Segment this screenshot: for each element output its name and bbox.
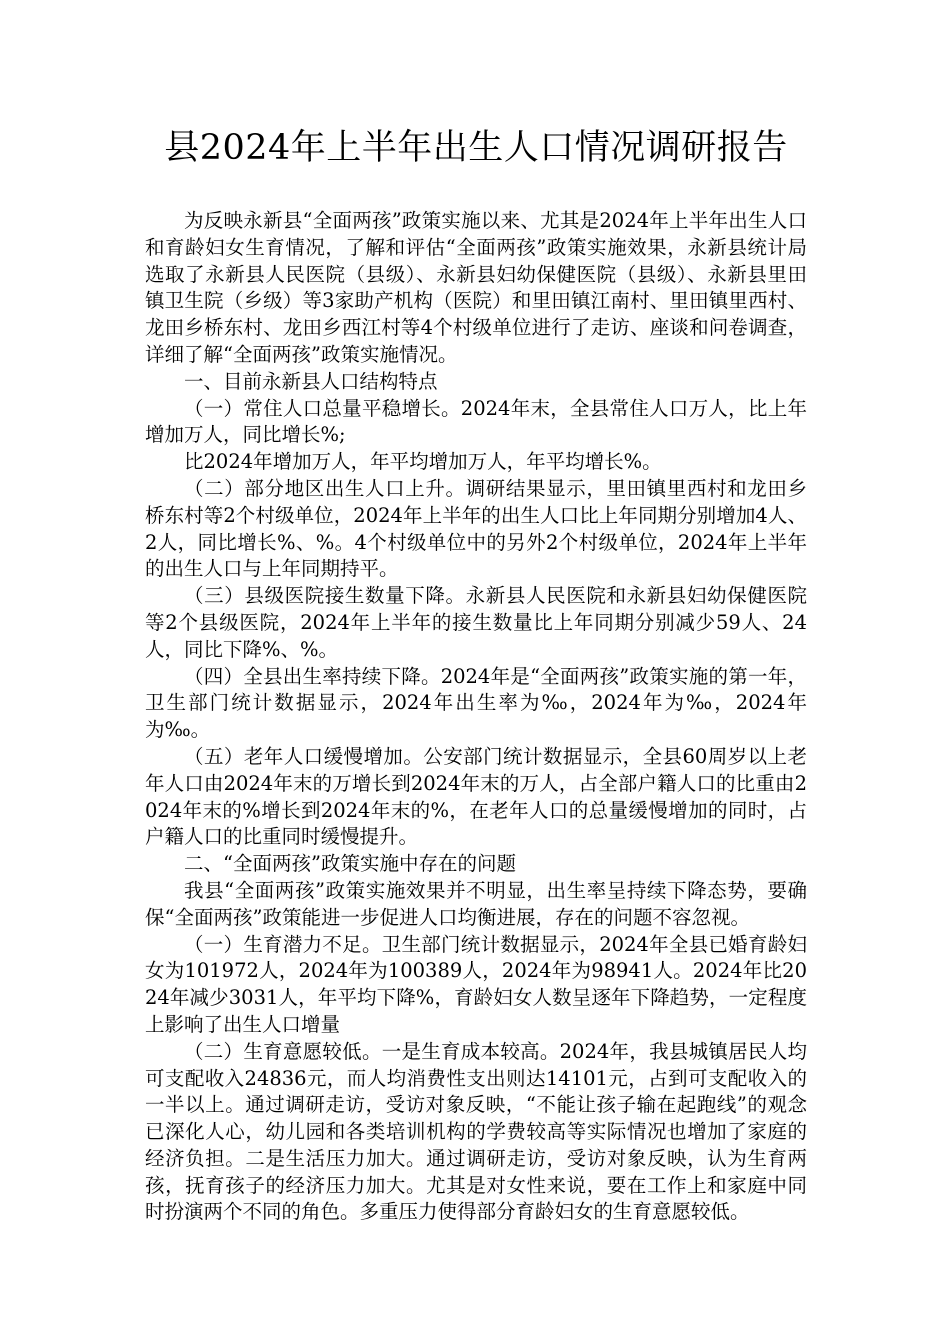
document-body: [145, 208, 807, 1226]
section-heading-population-structure: 一、目前永新县人口结构特点: [184, 369, 438, 393]
paragraph-elderly-population: （五）老年人口缓慢增加。公安部门统计数据显示，全县60周岁以上老年人口由2024年末的万增长到2024年末的万人，占全部户籍人口的比重由2024年末的%增长到2024年末的%，在老年人口的总量缓慢增加的同时，占户籍人口的比重同时缓慢提升。: [145, 744, 807, 849]
section-heading-problems: 二、“全面两孩”政策实施中存在的问题: [184, 852, 516, 876]
paragraph-birth-rate: （四）全县出生率持续下降。2024年是“全面两孩”政策实施的第一年，卫生部门统计数据显示，2024年出生率为‰，2024年为‰，2024年为‰。: [145, 664, 807, 742]
paragraph-intro: 为反映永新县“全面两孩”政策实施以来、尤其是2024年上半年出生人口和育龄妇女生育情况，了解和评估“全面两孩”政策实施效果，永新县统计局选取了永新县人民医院（县级）、永新县妇幼保健医院（县级）、永新县里田镇卫生院（乡级）等3家助产机构（医院）和里田镇江南村、里田镇里西村、龙田乡桥东村、龙田乡西江村等4个村级单位进行了走访、座谈和问卷调查，详细了解“全面两孩”政策实施情况。: [145, 209, 807, 366]
document-title: 县2024年上半年出生人口情况调研报告: [164, 128, 788, 168]
paragraph-hospital-births: （三）县级医院接生数量下降。永新县人民医院和永新县妇幼保健医院等2个县级医院，2024年上半年的接生数量比上年同期分别减少59人、24人，同比下降%、%。: [145, 584, 807, 661]
paragraph-problems-intro: 我县“全面两孩”政策实施效果并不明显，出生率呈持续下降态势，要确保“全面两孩”政策能进一步促进人口均衡进展，存在的问题不容忽视。: [145, 878, 807, 929]
paragraph-resident-population: （一）常住人口总量平稳增长。2024年末，全县常住人口万人，比上年增加万人，同比增长%;: [145, 396, 807, 447]
paragraph-birth-increase: （二）部分地区出生人口上升。调研结果显示，里田镇里西村和龙田乡桥东村等2个村级单位，2024年上半年的出生人口比上年同期分别增加4人、2人，同比增长%、%。4个村级单位中的另外2个村级单位，2024年上半年的出生人口与上年同期持平。: [145, 476, 807, 581]
paragraph-population-increase: 比2024年增加万人，年平均增加万人，年平均增长%。: [184, 450, 662, 474]
paragraph-fertility-willingness: （二）生育意愿较低。一是生育成本较高。2024年，我县城镇居民人均可支配收入24836元，而人均消费性支出则达14101元，占到可支配收入的一半以上。通过调研走访，受访对象反映，“不能让孩子输在起跑线”的观念已深化人心，幼儿园和各类培训机构的学费较高等实际情况也增加了家庭的经济负担。二是生活压力加大。通过调研走访，受访对象反映，认为生育两孩，抚育孩子的经济压力加大。尤其是对女性来说，要在工作上和家庭中同时扮演两个不同的角色。多重压力使得部分育龄妇女的生育意愿较低。: [145, 1039, 807, 1224]
paragraph-fertility-potential: （一）生育潜力不足。卫生部门统计数据显示，2024年全县已婚育龄妇女为101972人，2024年为100389人，2024年为98941人。2024年比2024年减少3031人，年平均下降%，育龄妇女人数呈逐年下降趋势，一定程度上影响了出生人口增量: [145, 932, 807, 1036]
